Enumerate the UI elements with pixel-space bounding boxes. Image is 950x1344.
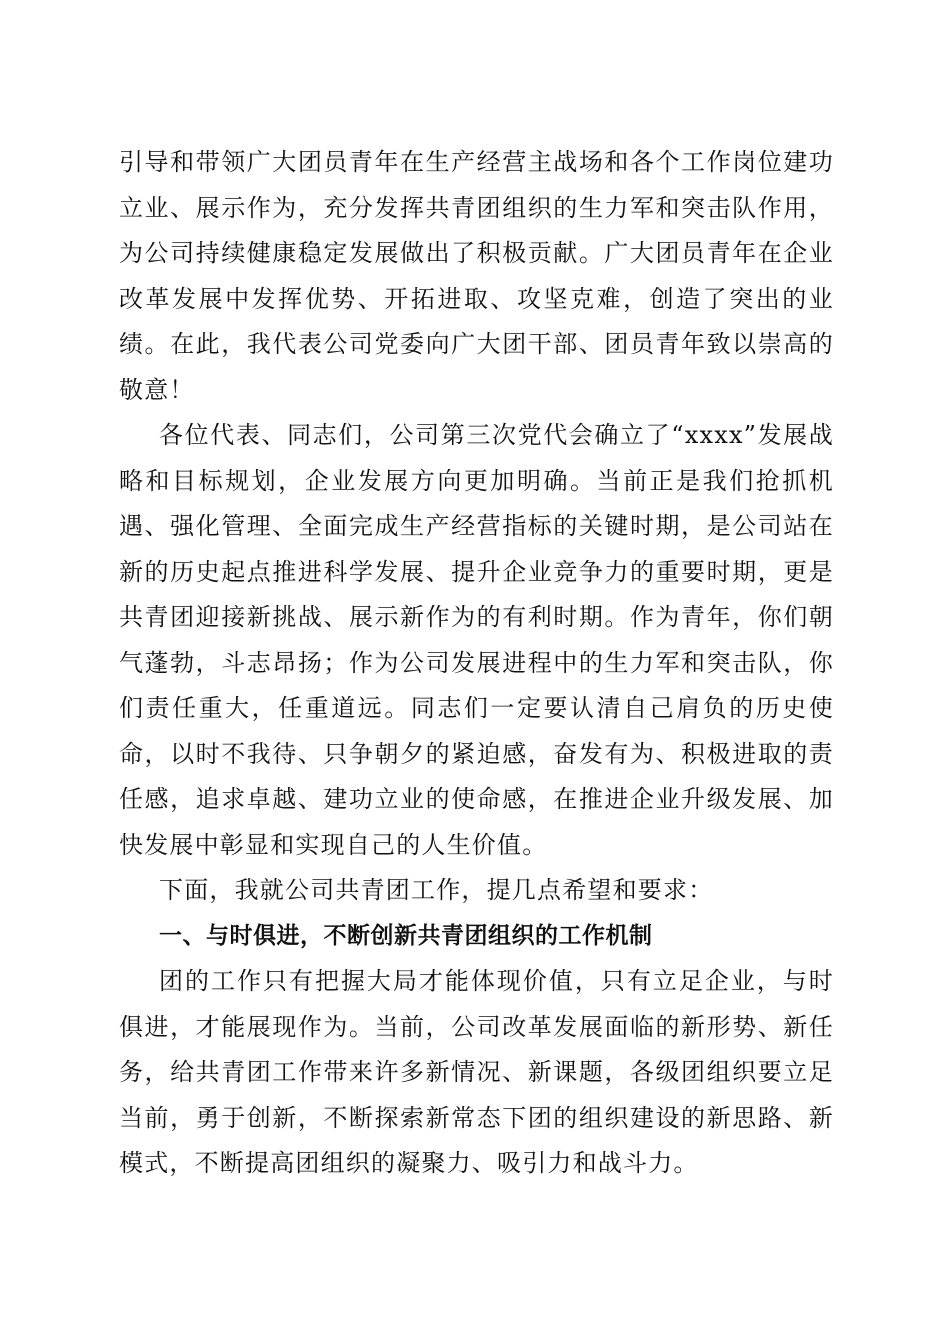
document-body [119,140,834,1187]
paragraph-4: 团的工作只有把握大局才能体现价值，只有立足企业，与时俱进，才能展现作为。当前，公司改革发展面临的新形势、新任务，给共青团工作带来许多新情况、新课题，各级团组织要立足当前，勇于创新，不断探索新常态下团的组织建设的新思路、新模式，不断提高团组织的凝聚力、吸引力和战斗力。 [119,967,834,1177]
section-heading: 一、与时俱进，不断创新共青团组织的工作机制 [159,922,653,949]
paragraph-1: 引导和带领广大团员青年在生产经营主战场和各个工作岗位建功立业、展示作为，充分发挥共青团组织的生力军和突击队作用，为公司持续健康稳定发展做出了积极贡献。广大团员青年在企业改革发展中发挥优势、开拓进取、攻坚克难，创造了突出的业绩。在此，我代表公司党委向广大团干部、团员青年致以崇高的敬意！ [119,148,834,404]
paragraph-2: 各位代表、同志们，公司第三次党代会确立了“xxxx”发展战略和目标规划，企业发展方向更加明确。当前正是我们抢抓机遇、强化管理、全面完成生产经营指标的关键时期，是公司站在新的历史起点推进科学发展、提升企业竞争力的重要时期，更是共青团迎接新挑战、展示新作为的有利时期。作为青年，你们朝气蓬勃，斗志昂扬；作为公司发展进程中的生力军和突击队，你们责任重大，任重道远。同志们一定要认清自己肩负的历史使命，以时不我待、只争朝夕的紧迫感，奋发有为、积极进取的责任感，追求卓越、建功立业的使命感，在推进企业升级发展、加快发展中彰显和实现自己的人生价值。 [119,421,834,859]
paragraph-3: 下面，我就公司共青团工作，提几点希望和要求： [159,876,714,904]
